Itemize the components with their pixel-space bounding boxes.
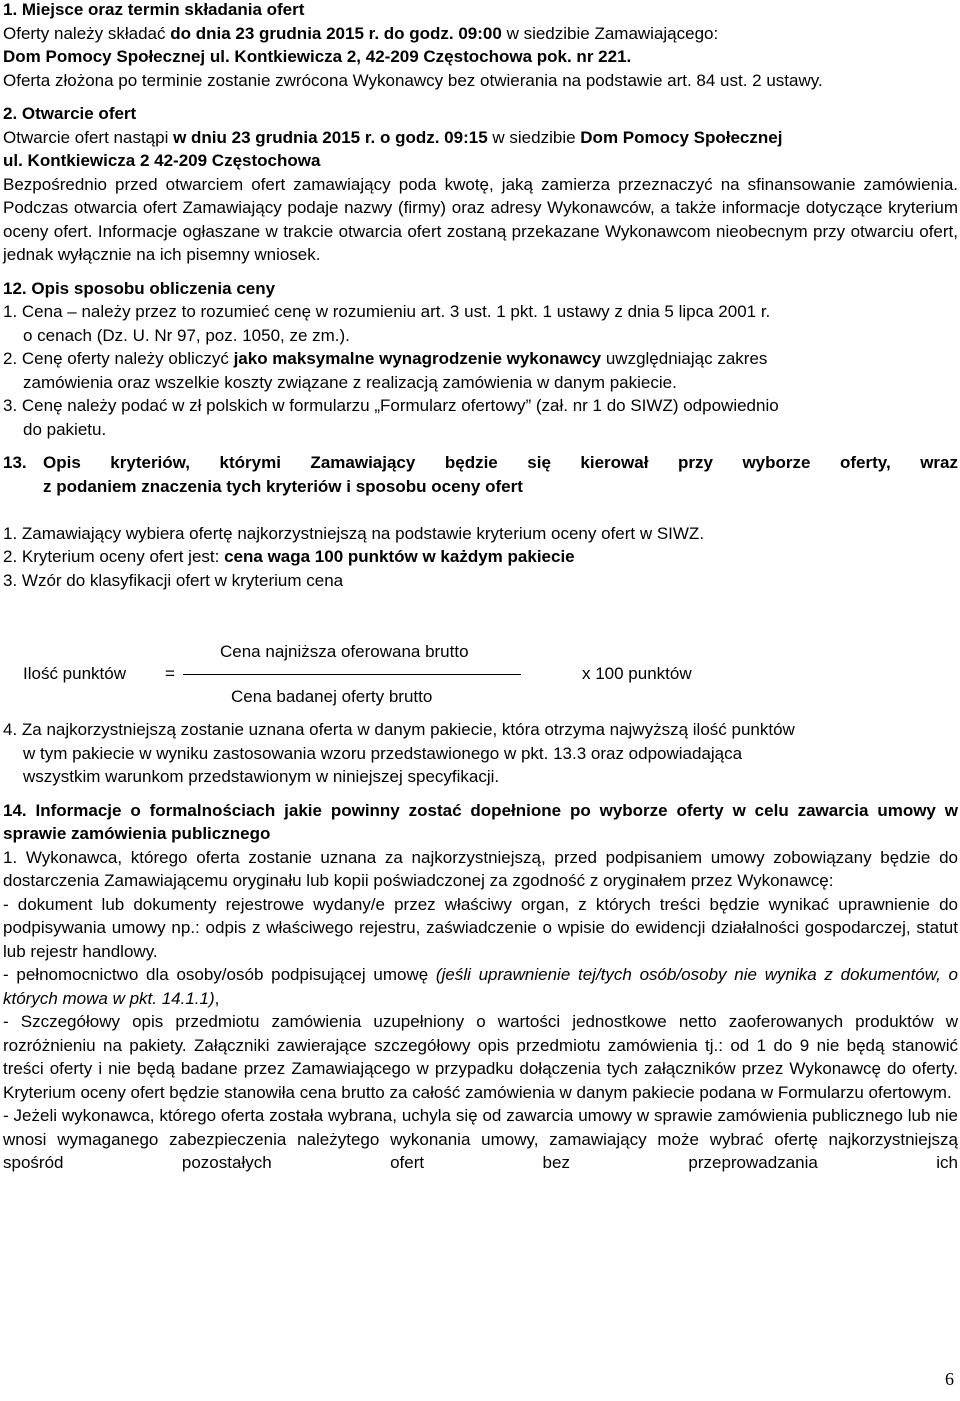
formula-equals: = <box>165 664 175 683</box>
section-13-item-4-cont-1: w tym pakiecie w wyniku zastosowania wzoru przedstawionego w pkt. 13.3 oraz odpowiadająca <box>23 743 743 763</box>
section-1-late-offers: Oferta złożona po terminie zostanie zwrócona Wykonawcy bez otwierania na podstawie art. 84 ust. 2 ustawy. <box>3 70 823 90</box>
section-1-line-1: Oferty należy składać do dnia 23 grudnia 2015 r. do godz. 09:00 w siedzibie Zamawiającego: <box>3 23 719 43</box>
section-2-paragraph: Bezpośrednio przed otwarciem ofert zamawiający poda kwotę, jaką zamierza przeznaczyć na sfinansowanie zamówienia. Podczas otwarcia ofert Zamawiający podaje nazwy (firmy) oraz adresy Wykonawców, a także informacje dotyczące kryterium oceny ofert. Informacje ogłaszane w trakcie otwarcia ofert zostaną przekazane Wykonawcom nieobecnym przy otwarciu ofert, jednak wyłącznie na ich pisemny wniosek. <box>3 174 958 264</box>
page-number: 6 <box>945 1369 954 1389</box>
section-14-dash-2: - pełnomocnictwo dla osoby/osób podpisującej umowę (jeśli uprawnienie tej/tych osób/osoby nie wynika z dokumentów, o których mowa w pkt. 14.1.1), <box>3 965 958 1008</box>
price-formula <box>3 634 958 714</box>
formula-numerator: Cena najniższa oferowana brutto <box>220 642 469 661</box>
section-12-item-2-cont: zamówienia oraz wszelkie koszty związane z realizacją zamówienia w danym pakiecie. <box>23 372 677 392</box>
formula-multiplier: x 100 punktów <box>582 664 692 683</box>
section-14-dash-3: - Szczegółowy opis przedmiotu zamówienia uzupełniony o wartości jednostkowe netto zaoferowanych produktów w rozróżnieniu na pakiety. Załączniki zawierające szczegółowy opis przedmiotu zamówienia tj.: od 1 do 9 nie będą stanowić treści oferty i nie będą badane przez Zamawiającego w przypadku dołączenia tych załączników przez Wykonawcę do oferty. Kryterium oceny ofert będzie stanowiła cena brutto za całość zamówienia w danym pakiecie podana w Formularzu ofertowym. <box>3 1012 958 1102</box>
section-13-item-3: 3. Wzór do klasyfikacji ofert w kryterium cena <box>3 570 344 590</box>
fraction-bar <box>183 674 521 675</box>
section-14-dash-1: - dokument lub dokumenty rejestrowe wydany/e przez właściwy organ, z których treści będzie wynikać uprawnienie do podpisywania umowy np.: odpis z właściwego rejestru, zaświadczenie o wpisie do ewidencji działalności gospodarczej, statut lub rejestr handlowy. <box>3 894 958 961</box>
section-2-address: ul. Kontkiewicza 2 42-209 Częstochowa <box>3 151 321 170</box>
section-1-heading: 1. Miejsce oraz termin składania ofert <box>3 0 305 19</box>
section-13-item-4: 4. Za najkorzystniejszą zostanie uznana oferta w danym pakiecie, która otrzyma najwyższą ilość punktów <box>3 720 795 739</box>
section-12-item-3-cont: do pakietu. <box>23 419 107 439</box>
section-12-heading: 12. Opis sposobu obliczenia ceny <box>3 278 276 298</box>
section-13-item-1: 1. Zamawiający wybiera ofertę najkorzystniejszą na podstawie kryterium oceny ofert w SIWZ. <box>3 523 705 543</box>
section-2-line-1: Otwarcie ofert nastąpi w dniu 23 grudnia 2015 r. o godz. 09:15 w siedzibie Dom Pomocy Społecznej <box>3 127 783 147</box>
section-2-heading: 2. Otwarcie ofert <box>3 104 137 123</box>
section-13-heading: 13. Opis kryteriów, którymi Zamawiający będzie się kierował przy wyborze oferty, wraz z podaniem znaczenia tych kryteriów i sposobu oceny ofert <box>3 453 958 496</box>
section-13-item-4-cont-2: wszystkim warunkom przedstawionym w niniejszej specyfikacji. <box>23 767 500 786</box>
section-12-item-2: 2. Cenę oferty należy obliczyć jako maksymalne wynagrodzenie wykonawcy uwzględniając zakres <box>3 349 768 368</box>
section-12-item-3: 3. Cenę należy podać w zł polskich w formularzu „Formularz ofertowy” (zał. nr 1 do SIWZ) odpowiednio <box>3 396 779 415</box>
section-12-item-1: 1. Cena – należy przez to rozumieć cenę w rozumieniu art. 3 ust. 1 pkt. 1 ustawy z dnia 5 lipca 2001 r. <box>3 302 771 321</box>
section-14-heading: 14. Informacje o formalnościach jakie powinny zostać dopełnione po wyborze oferty w celu zawarcia umowy w sprawie zamówienia publicznego <box>3 800 958 843</box>
section-1-address: Dom Pomocy Społecznej ul. Kontkiewicza 2, 42-209 Częstochowa pok. nr 221. <box>3 47 632 66</box>
formula-label: Ilość punktów <box>23 664 126 683</box>
document-content <box>3 0 958 1175</box>
section-12-item-1-cont: o cenach (Dz. U. Nr 97, poz. 1050, ze zm.). <box>23 325 350 345</box>
formula-denominator: Cena badanej oferty brutto <box>231 687 433 706</box>
section-13-item-2: 2. Kryterium oceny ofert jest: cena waga 100 punktów w każdym pakiecie <box>3 547 575 566</box>
section-14-dash-4: - Jeżeli wykonawca, którego oferta została wybrana, uchyla się od zawarcia umowy w sprawie zamówienia publicznego lub nie wnosi wymaganego zabezpieczenia należytego wykonania umowy, zamawiający może wybrać ofertę najkorzystniejszą spośród pozostałych ofert bez przeprowadzania ich <box>3 1106 958 1172</box>
section-14-paragraph-1: 1. Wykonawca, którego oferta zostanie uznana za najkorzystniejszą, przed podpisaniem umowy zobowiązany będzie do dostarczenia Zamawiającemu oryginału lub kopii poświadczonej za zgodność z oryginałem przez Wykonawcę: <box>3 847 958 890</box>
